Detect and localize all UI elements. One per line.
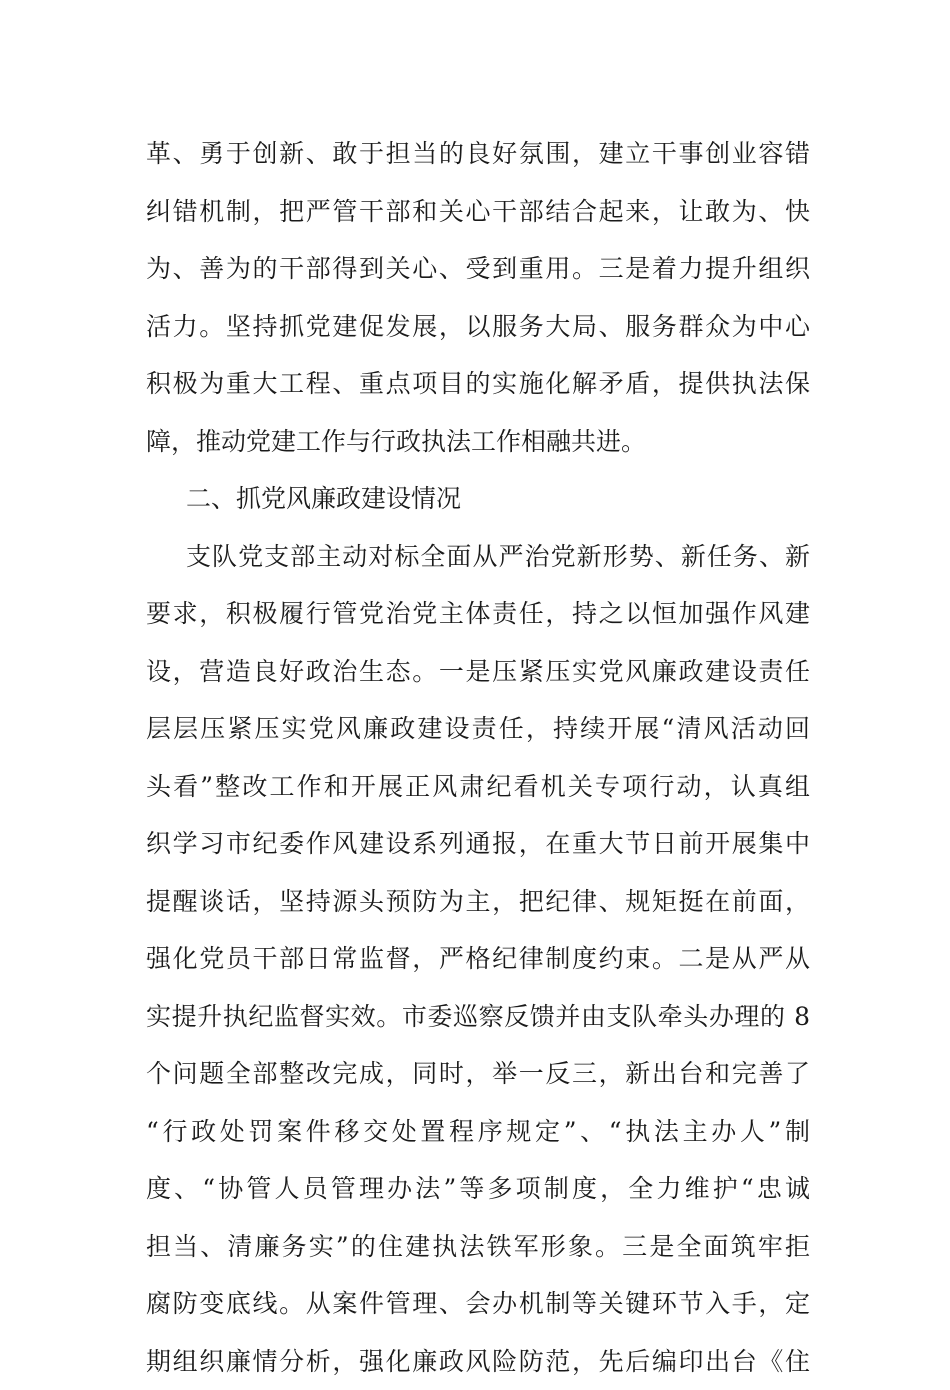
text-line: 实提升执纪监督实效。市委巡察反馈并由支队牵头办理的 8 — [146, 988, 810, 1046]
text-line: 层层压紧压实党风廉政建设责任，持续开展“清风活动回 — [146, 700, 810, 758]
text-line: 织学习市纪委作风建设系列通报，在重大节日前开展集中 — [146, 815, 810, 873]
text-line: 积极为重大工程、重点项目的实施化解矛盾，提供执法保 — [146, 355, 810, 413]
text-line: 支队党支部主动对标全面从严治党新形势、新任务、新 — [146, 528, 810, 586]
text-line: 要求，积极履行管党治党主体责任，持之以恒加强作风建 — [146, 585, 810, 643]
text-line: 设，营造良好政治生态。一是压紧压实党风廉政建设责任 — [146, 643, 810, 701]
text-line: 腐防变底线。从案件管理、会办机制等关键环节入手，定 — [146, 1275, 810, 1333]
text-line: 活力。坚持抓党建促发展，以服务大局、服务群众为中心 — [146, 298, 810, 356]
text-line: 头看”整改工作和开展正风肃纪看机关专项行动，认真组 — [146, 758, 810, 816]
text-line: “行政处罚案件移交处置程序规定”、“执法主办人”制 — [146, 1103, 810, 1161]
text-line: 提醒谈话，坚持源头预防为主，把纪律、规矩挺在前面， — [146, 873, 810, 931]
paragraph-party-conduct — [146, 528, 810, 1390]
paragraph-continuation — [146, 125, 810, 470]
text-line: 担当、清廉务实”的住建执法铁军形象。三是全面筑牢拒 — [146, 1218, 810, 1276]
text-line: 个问题全部整改完成，同时，举一反三，新出台和完善了 — [146, 1045, 810, 1103]
text-line: 度、“协管人员管理办法”等多项制度，全力维护“忠诚 — [146, 1160, 810, 1218]
text-line: 革、勇于创新、敢于担当的良好氛围，建立干事创业容错 — [146, 125, 810, 183]
text-line: 强化党员干部日常监督，严格纪律制度约束。二是从严从 — [146, 930, 810, 988]
document-body — [146, 125, 810, 1390]
text-line: 期组织廉情分析，强化廉政风险防范，先后编印出台《住 — [146, 1333, 810, 1390]
text-line: 纠错机制，把严管干部和关心干部结合起来，让敢为、快 — [146, 183, 810, 241]
text-line: 为、善为的干部得到关心、受到重用。三是着力提升组织 — [146, 240, 810, 298]
section-heading: 二、抓党风廉政建设情况 — [146, 470, 810, 528]
text-line: 障，推动党建工作与行政执法工作相融共进。 — [146, 413, 810, 471]
